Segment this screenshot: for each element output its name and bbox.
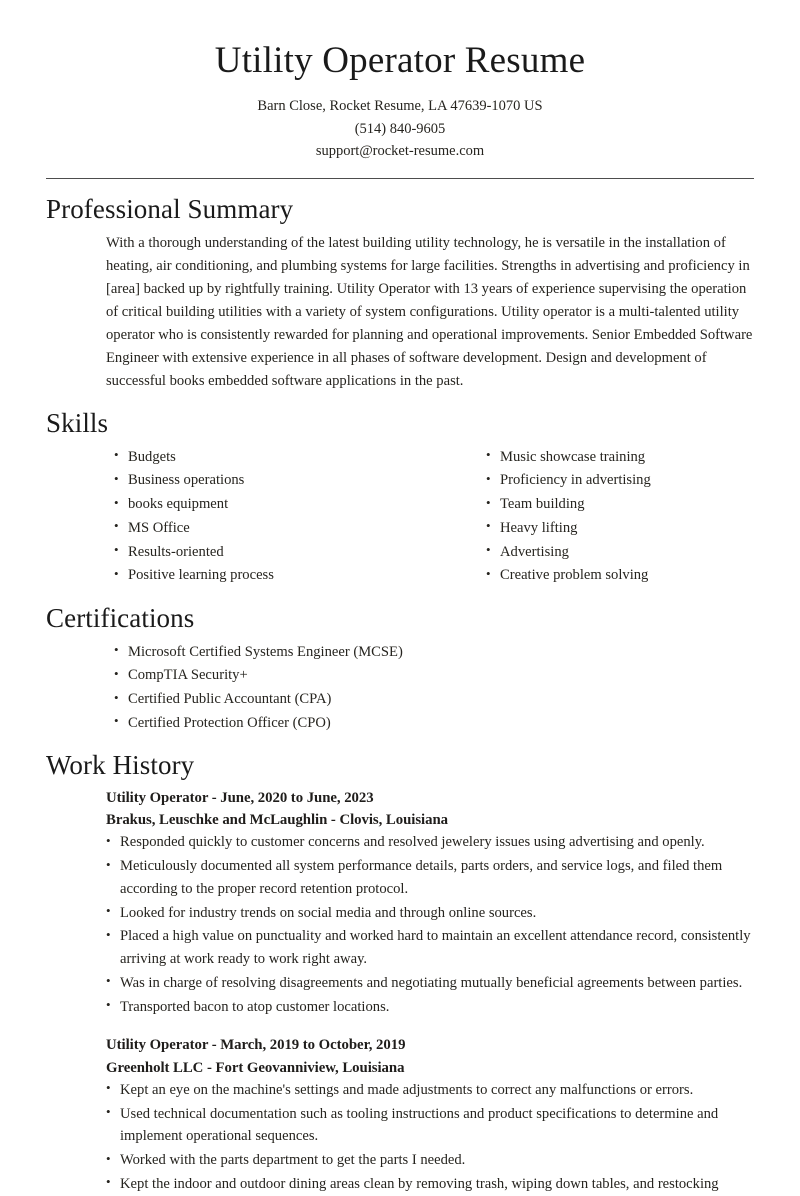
section-heading-summary: Professional Summary <box>46 194 294 225</box>
section-certifications <box>46 602 754 734</box>
contact-phone: (514) 840-9605 <box>354 120 446 137</box>
job-bullets <box>106 1079 754 1196</box>
job-company-line: Greenholt LLC - Fort Geovanniview, Louisiana <box>106 1059 405 1076</box>
list-item: • Kept an eye on the machine's settings and made adjustments to correct any malfunctions or errors. <box>106 1079 754 1102</box>
list-item: • Looked for industry trends on social media and through online sources. <box>106 902 754 925</box>
job-company-line: Brakus, Leuschke and McLaughlin - Clovis, Louisiana <box>106 812 448 829</box>
list-item: • Creative problem solving <box>486 564 754 587</box>
job-entry <box>106 787 754 1019</box>
section-heading-work-history: Work History <box>46 749 195 780</box>
list-item: • Worked with the parts department to get the parts I needed. <box>106 1149 754 1172</box>
work-history-jobs <box>46 787 754 1196</box>
certifications-list <box>114 641 754 735</box>
list-item: • Microsoft Certified Systems Engineer (MCSE) <box>114 641 754 664</box>
list-item: • Heavy lifting <box>486 517 754 540</box>
list-item: • MS Office <box>114 517 434 540</box>
section-professional-summary <box>46 193 754 393</box>
skills-list-right <box>486 446 754 588</box>
list-item: • CompTIA Security+ <box>114 664 754 687</box>
list-item: • Responded quickly to customer concerns and resolved jewelery issues using advertising and openly. <box>106 831 754 854</box>
list-item: • Business operations <box>114 469 434 492</box>
job-title-line: Utility Operator - June, 2020 to June, 2023 <box>106 789 374 806</box>
list-item: • Kept the indoor and outdoor dining areas clean by removing trash, wiping down tables, and restocking <box>106 1173 754 1196</box>
summary-body <box>46 232 754 393</box>
list-item: • Budgets <box>114 446 434 469</box>
skills-columns <box>46 446 754 589</box>
list-item: • books equipment <box>114 493 434 516</box>
list-item: • Proficiency in advertising <box>486 469 754 492</box>
list-item: • Results-oriented <box>114 541 434 564</box>
skills-column-right <box>434 446 754 589</box>
page-title: Utility Operator Resume <box>214 40 586 81</box>
summary-text: With a thorough understanding of the latest building utility technology, he is versatile in the installation of heating, air conditioning, and plumbing systems for large facilities. Strengths in advertising and proficiency in [area] backed up by rightfully training. Utility Operator with 13 years of experience supervising the operation of critical building utilities with a variety of system configurations. Utility operator is a multi-talented utility operator who is consistently rewarded for planning and operational improvements. Senior Embedded Software Engineer with extensive experience in all phases of software development. Design and development of successful books embedded software applications in the past. <box>106 234 753 390</box>
header-divider <box>46 178 754 179</box>
list-item: • Certified Public Accountant (CPA) <box>114 688 754 711</box>
job-entry <box>106 1034 754 1195</box>
section-skills <box>46 407 754 588</box>
list-item: • Transported bacon to atop customer locations. <box>106 996 754 1019</box>
list-item: • Positive learning process <box>114 564 434 587</box>
list-item: • Placed a high value on punctuality and worked hard to maintain an excellent attendance record, consistently arriving at work ready to work right away. <box>106 925 754 971</box>
skills-list-left <box>114 446 434 588</box>
section-heading-certifications: Certifications <box>46 603 195 634</box>
contact-block <box>46 95 754 162</box>
contact-address: Barn Close, Rocket Resume, LA 47639-1070 US <box>257 98 543 115</box>
job-bullets <box>106 831 754 1018</box>
list-item: • Team building <box>486 493 754 516</box>
list-item: • Meticulously documented all system performance details, parts orders, and service logs, and filed them according to the proper record retention protocol. <box>106 855 754 901</box>
job-title-line: Utility Operator - March, 2019 to October, 2019 <box>106 1037 406 1054</box>
section-heading-skills: Skills <box>46 408 109 439</box>
section-work-history <box>46 749 754 1196</box>
list-item: • Advertising <box>486 541 754 564</box>
list-item: • Was in charge of resolving disagreements and negotiating mutually beneficial agreements between parties. <box>106 972 754 995</box>
list-item: • Used technical documentation such as tooling instructions and product specifications to determine and implement operational sequences. <box>106 1103 754 1149</box>
skills-column-left <box>114 446 434 589</box>
list-item: • Certified Protection Officer (CPO) <box>114 712 754 735</box>
certifications-body <box>46 641 754 735</box>
contact-email: support@rocket-resume.com <box>315 143 485 160</box>
list-item: • Music showcase training <box>486 446 754 469</box>
